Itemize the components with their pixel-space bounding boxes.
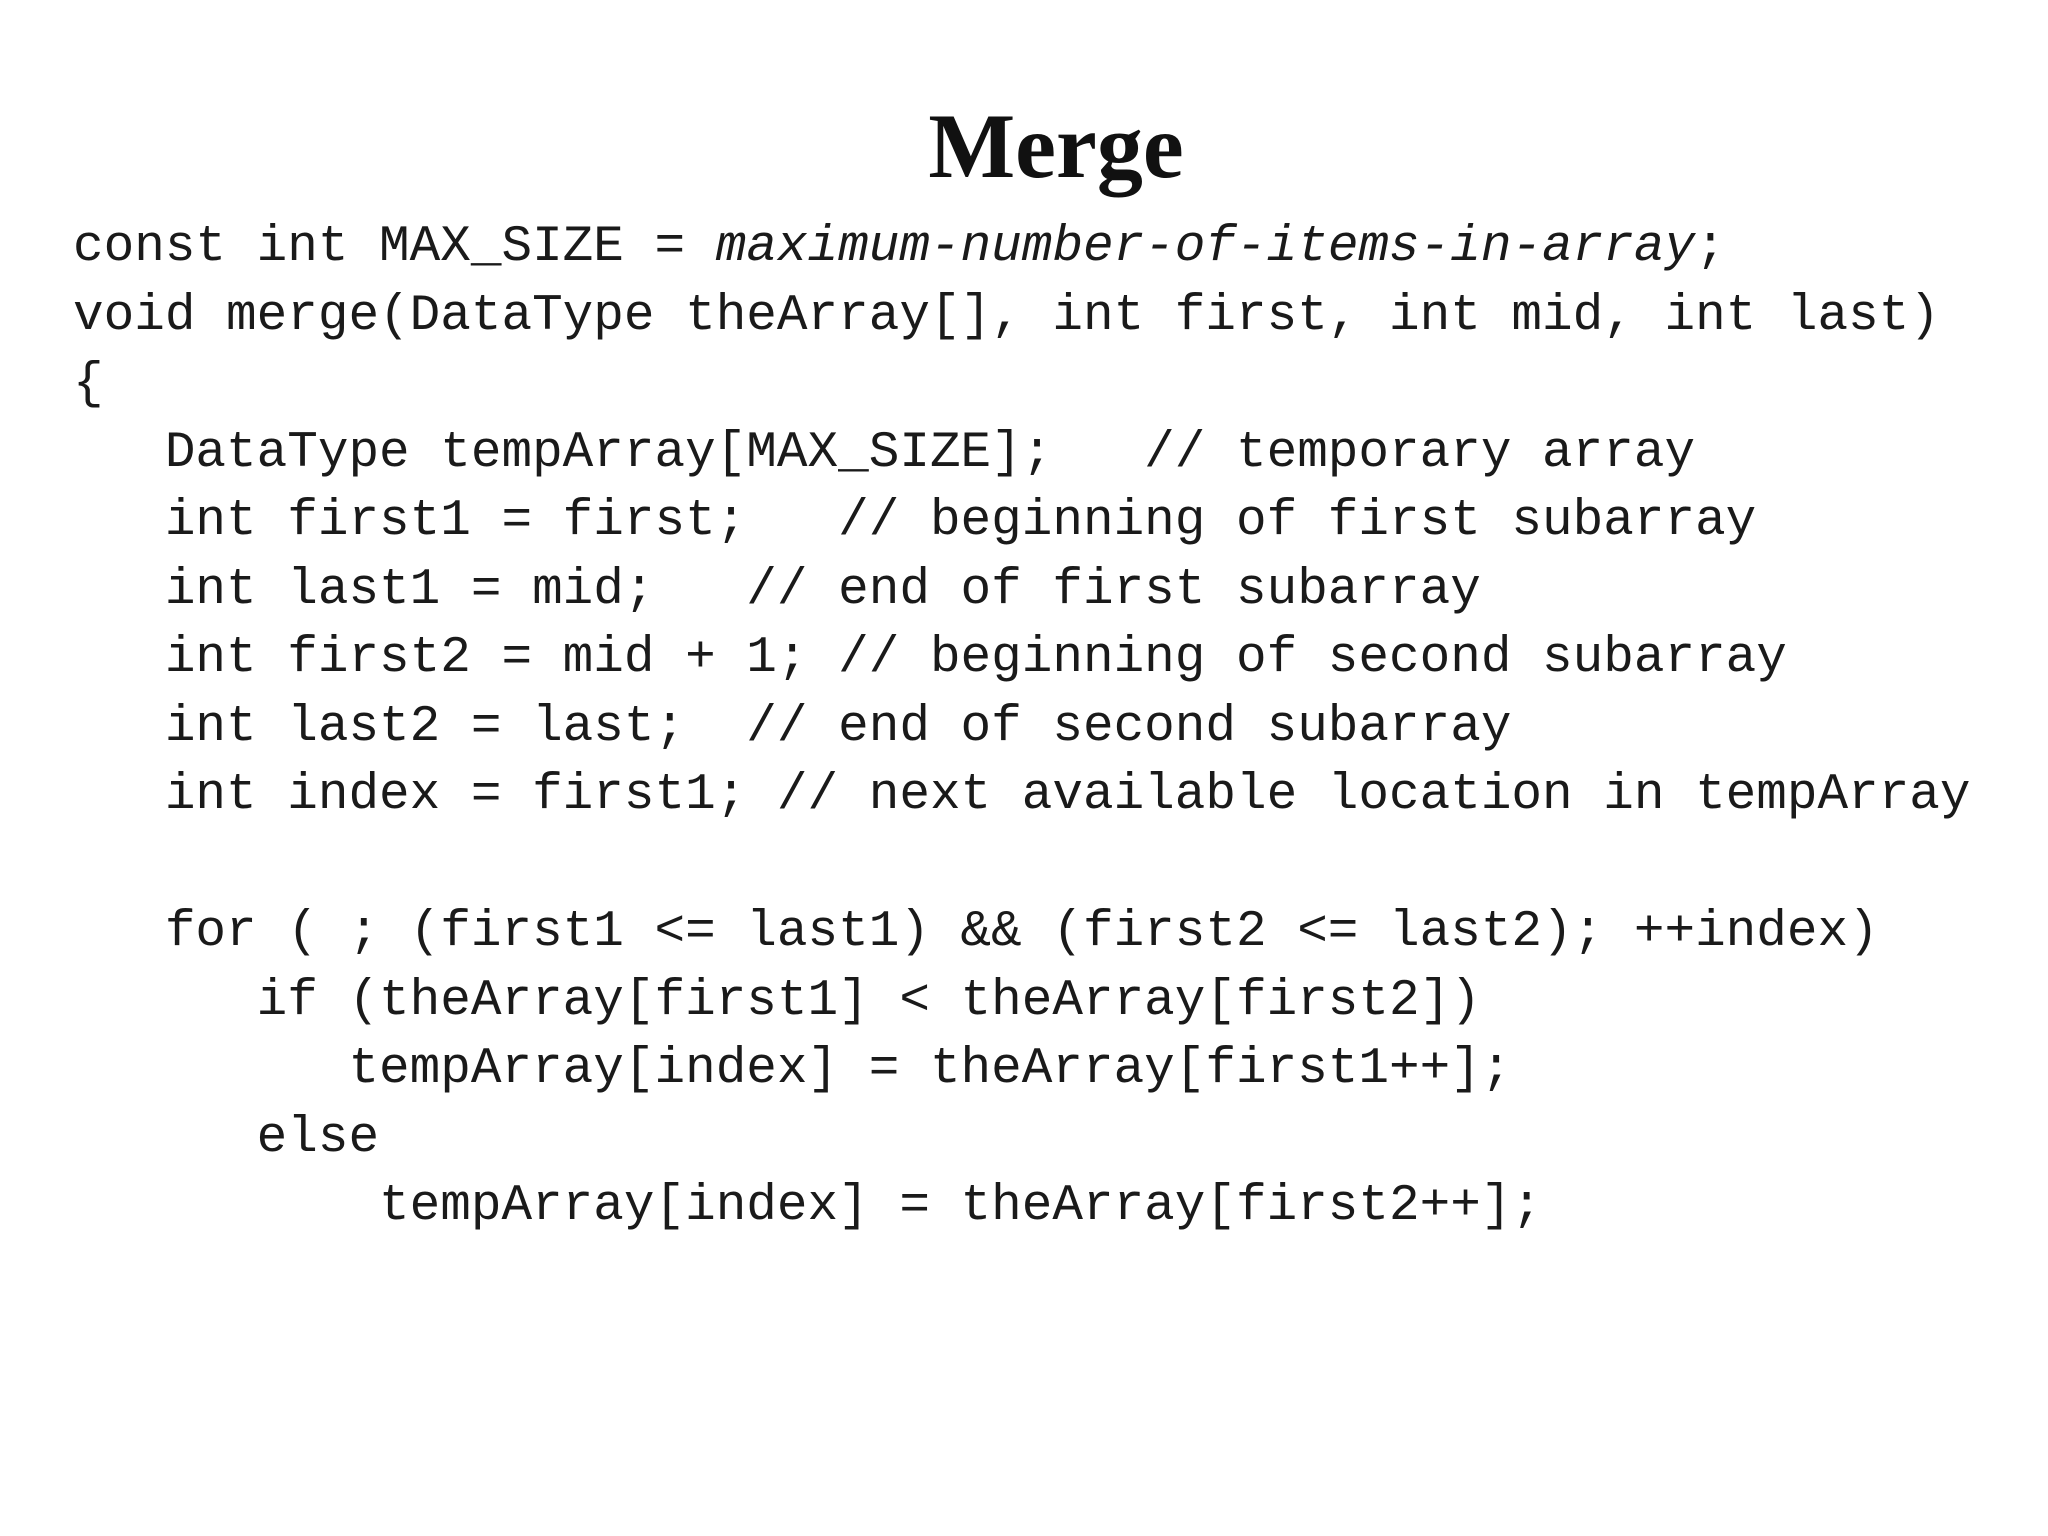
code-line	[73, 694, 1971, 763]
code-text: int last1 = mid; // end of first subarray	[73, 561, 1481, 619]
code-line	[73, 1105, 1971, 1174]
code-text: const int MAX_SIZE =	[73, 219, 716, 276]
code-text-suffix: ;	[1695, 219, 1726, 276]
code-text: int first1 = first; // beginning of first subarray	[73, 493, 1757, 550]
code-text: else	[73, 1109, 380, 1167]
code-text: int first2 = mid + 1; // beginning of second subarray	[73, 630, 1787, 687]
code-line	[73, 625, 1971, 694]
code-line	[73, 1036, 1971, 1105]
code-text: DataType tempArray[MAX_SIZE]; // temporary array	[73, 424, 1696, 482]
code-placeholder-italic: maximum-number-of-items-in-array	[715, 219, 1696, 276]
code-text: int index = first1; // next available location in tempArray	[73, 767, 1971, 824]
slide-title: Merge	[928, 95, 1184, 197]
code-block	[73, 214, 1971, 1242]
code-line	[73, 488, 1971, 557]
code-line	[73, 283, 1971, 352]
code-line	[73, 420, 1971, 489]
code-line	[73, 214, 1971, 283]
code-line	[73, 762, 1971, 831]
code-line	[73, 1173, 1971, 1242]
code-text: tempArray[index] = theArray[first1++];	[73, 1041, 1512, 1098]
code-line	[73, 899, 1971, 968]
code-line	[73, 351, 1971, 420]
code-text: for ( ; (first1 <= last1) && (first2 <= last2); ++index)	[73, 904, 1879, 961]
code-text: int last2 = last; // end of second subarray	[73, 698, 1512, 756]
code-text: void merge(DataType theArray[], int first, int mid, int last)	[73, 287, 1940, 345]
code-text: tempArray[index] = theArray[first2++];	[73, 1178, 1543, 1235]
code-line	[73, 557, 1971, 626]
code-text: {	[73, 356, 104, 413]
code-line	[73, 831, 1971, 900]
code-text: if (theArray[first1] < theArray[first2])	[73, 972, 1481, 1030]
code-line	[73, 968, 1971, 1037]
